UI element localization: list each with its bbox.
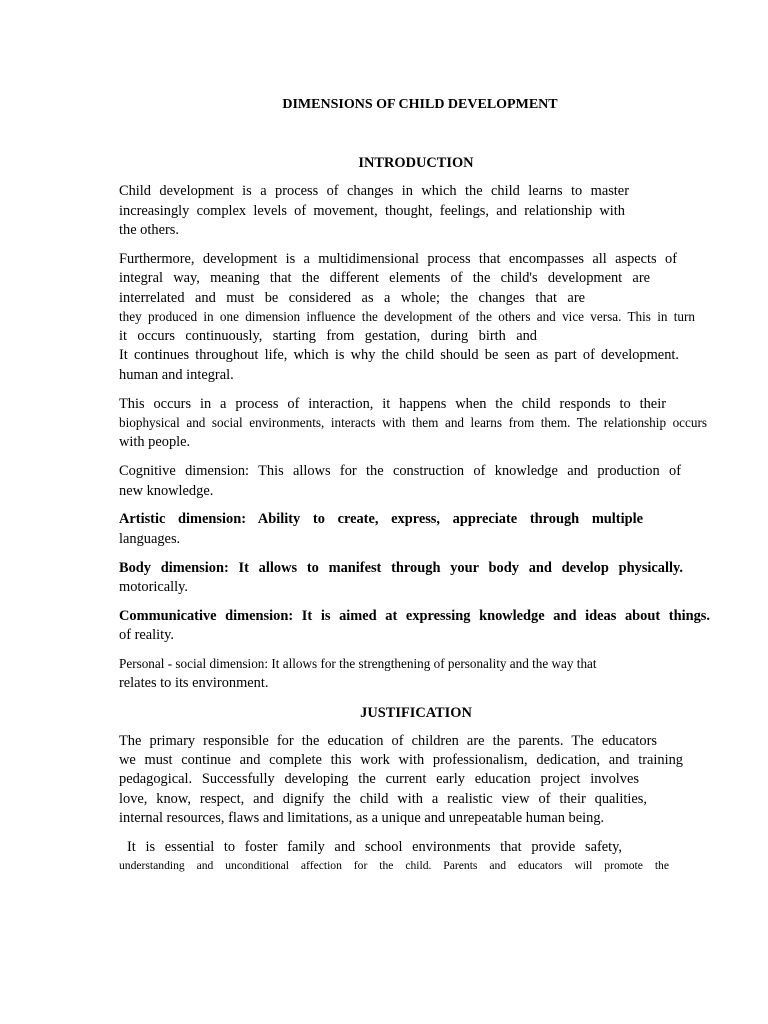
paragraph-line: we must continue and complete this work with professionalism, dedication, and training <box>119 752 683 768</box>
paragraph-line: biophysical and social environments, interacts with them and learns from them. The relationship occurs <box>119 415 707 430</box>
paragraph-line: Furthermore, development is a multidimensional process that encompasses all aspects of <box>119 251 677 267</box>
paragraph-line: internal resources, flaws and limitations, as a unique and unrepeatable human being. <box>119 810 605 826</box>
paragraph-line: Child development is a process of changes in which the child learns to master <box>119 183 629 199</box>
justification-heading: JUSTIFICATION <box>360 705 472 721</box>
paragraph-line: of reality. <box>119 627 175 643</box>
paragraph-line: understanding and unconditional affection for the child. Parents and educators will promote the <box>119 859 669 872</box>
paragraph-line: relates to its environment. <box>119 675 269 691</box>
paragraph-line: It is essential to foster family and school environments that provide safety, <box>127 839 622 855</box>
paragraph-line: Artistic dimension: Ability to create, express, appreciate through multiple <box>119 511 643 527</box>
introduction-heading: INTRODUCTION <box>358 155 474 171</box>
paragraph-line: love, know, respect, and dignify the child with a realistic view of their qualities, <box>119 791 647 807</box>
paragraph-line: It continues throughout life, which is why the child should be seen as part of development. <box>119 347 679 363</box>
paragraph-line: increasingly complex levels of movement, thought, feelings, and relationship with <box>119 203 625 219</box>
paragraph-line: Cognitive dimension: This allows for the construction of knowledge and production of <box>119 463 681 479</box>
paragraph-line: with people. <box>119 434 191 450</box>
paragraph-line: they produced in one dimension influence the development of the others and vice versa. This in turn <box>119 309 695 324</box>
paragraph-line: Personal - social dimension: It allows for the strengthening of personality and the way that <box>119 656 597 671</box>
paragraph-line: The primary responsible for the education of children are the parents. The educators <box>119 733 657 749</box>
paragraph-line: it occurs continuously, starting from gestation, during birth and <box>119 328 537 344</box>
paragraph-line: interrelated and must be considered as a whole; the changes that are <box>119 290 585 306</box>
document-title: DIMENSIONS OF CHILD DEVELOPMENT <box>282 97 558 112</box>
paragraph-line: new knowledge. <box>119 483 214 499</box>
paragraph-line: the others. <box>119 222 179 238</box>
paragraph-line: Communicative dimension: It is aimed at expressing knowledge and ideas about things. <box>119 608 710 624</box>
paragraph-line: integral way, meaning that the different elements of the child's development are <box>119 270 650 286</box>
paragraph-line: human and integral. <box>119 367 234 383</box>
paragraph-line: languages. <box>119 531 181 547</box>
paragraph-line: Body dimension: It allows to manifest through your body and develop physically. <box>119 560 683 576</box>
paragraph-line: pedagogical. Successfully developing the current early education project involves <box>119 771 639 787</box>
paragraph-line: motorically. <box>119 579 189 595</box>
paragraph-line: This occurs in a process of interaction, it happens when the child responds to their <box>119 396 666 412</box>
